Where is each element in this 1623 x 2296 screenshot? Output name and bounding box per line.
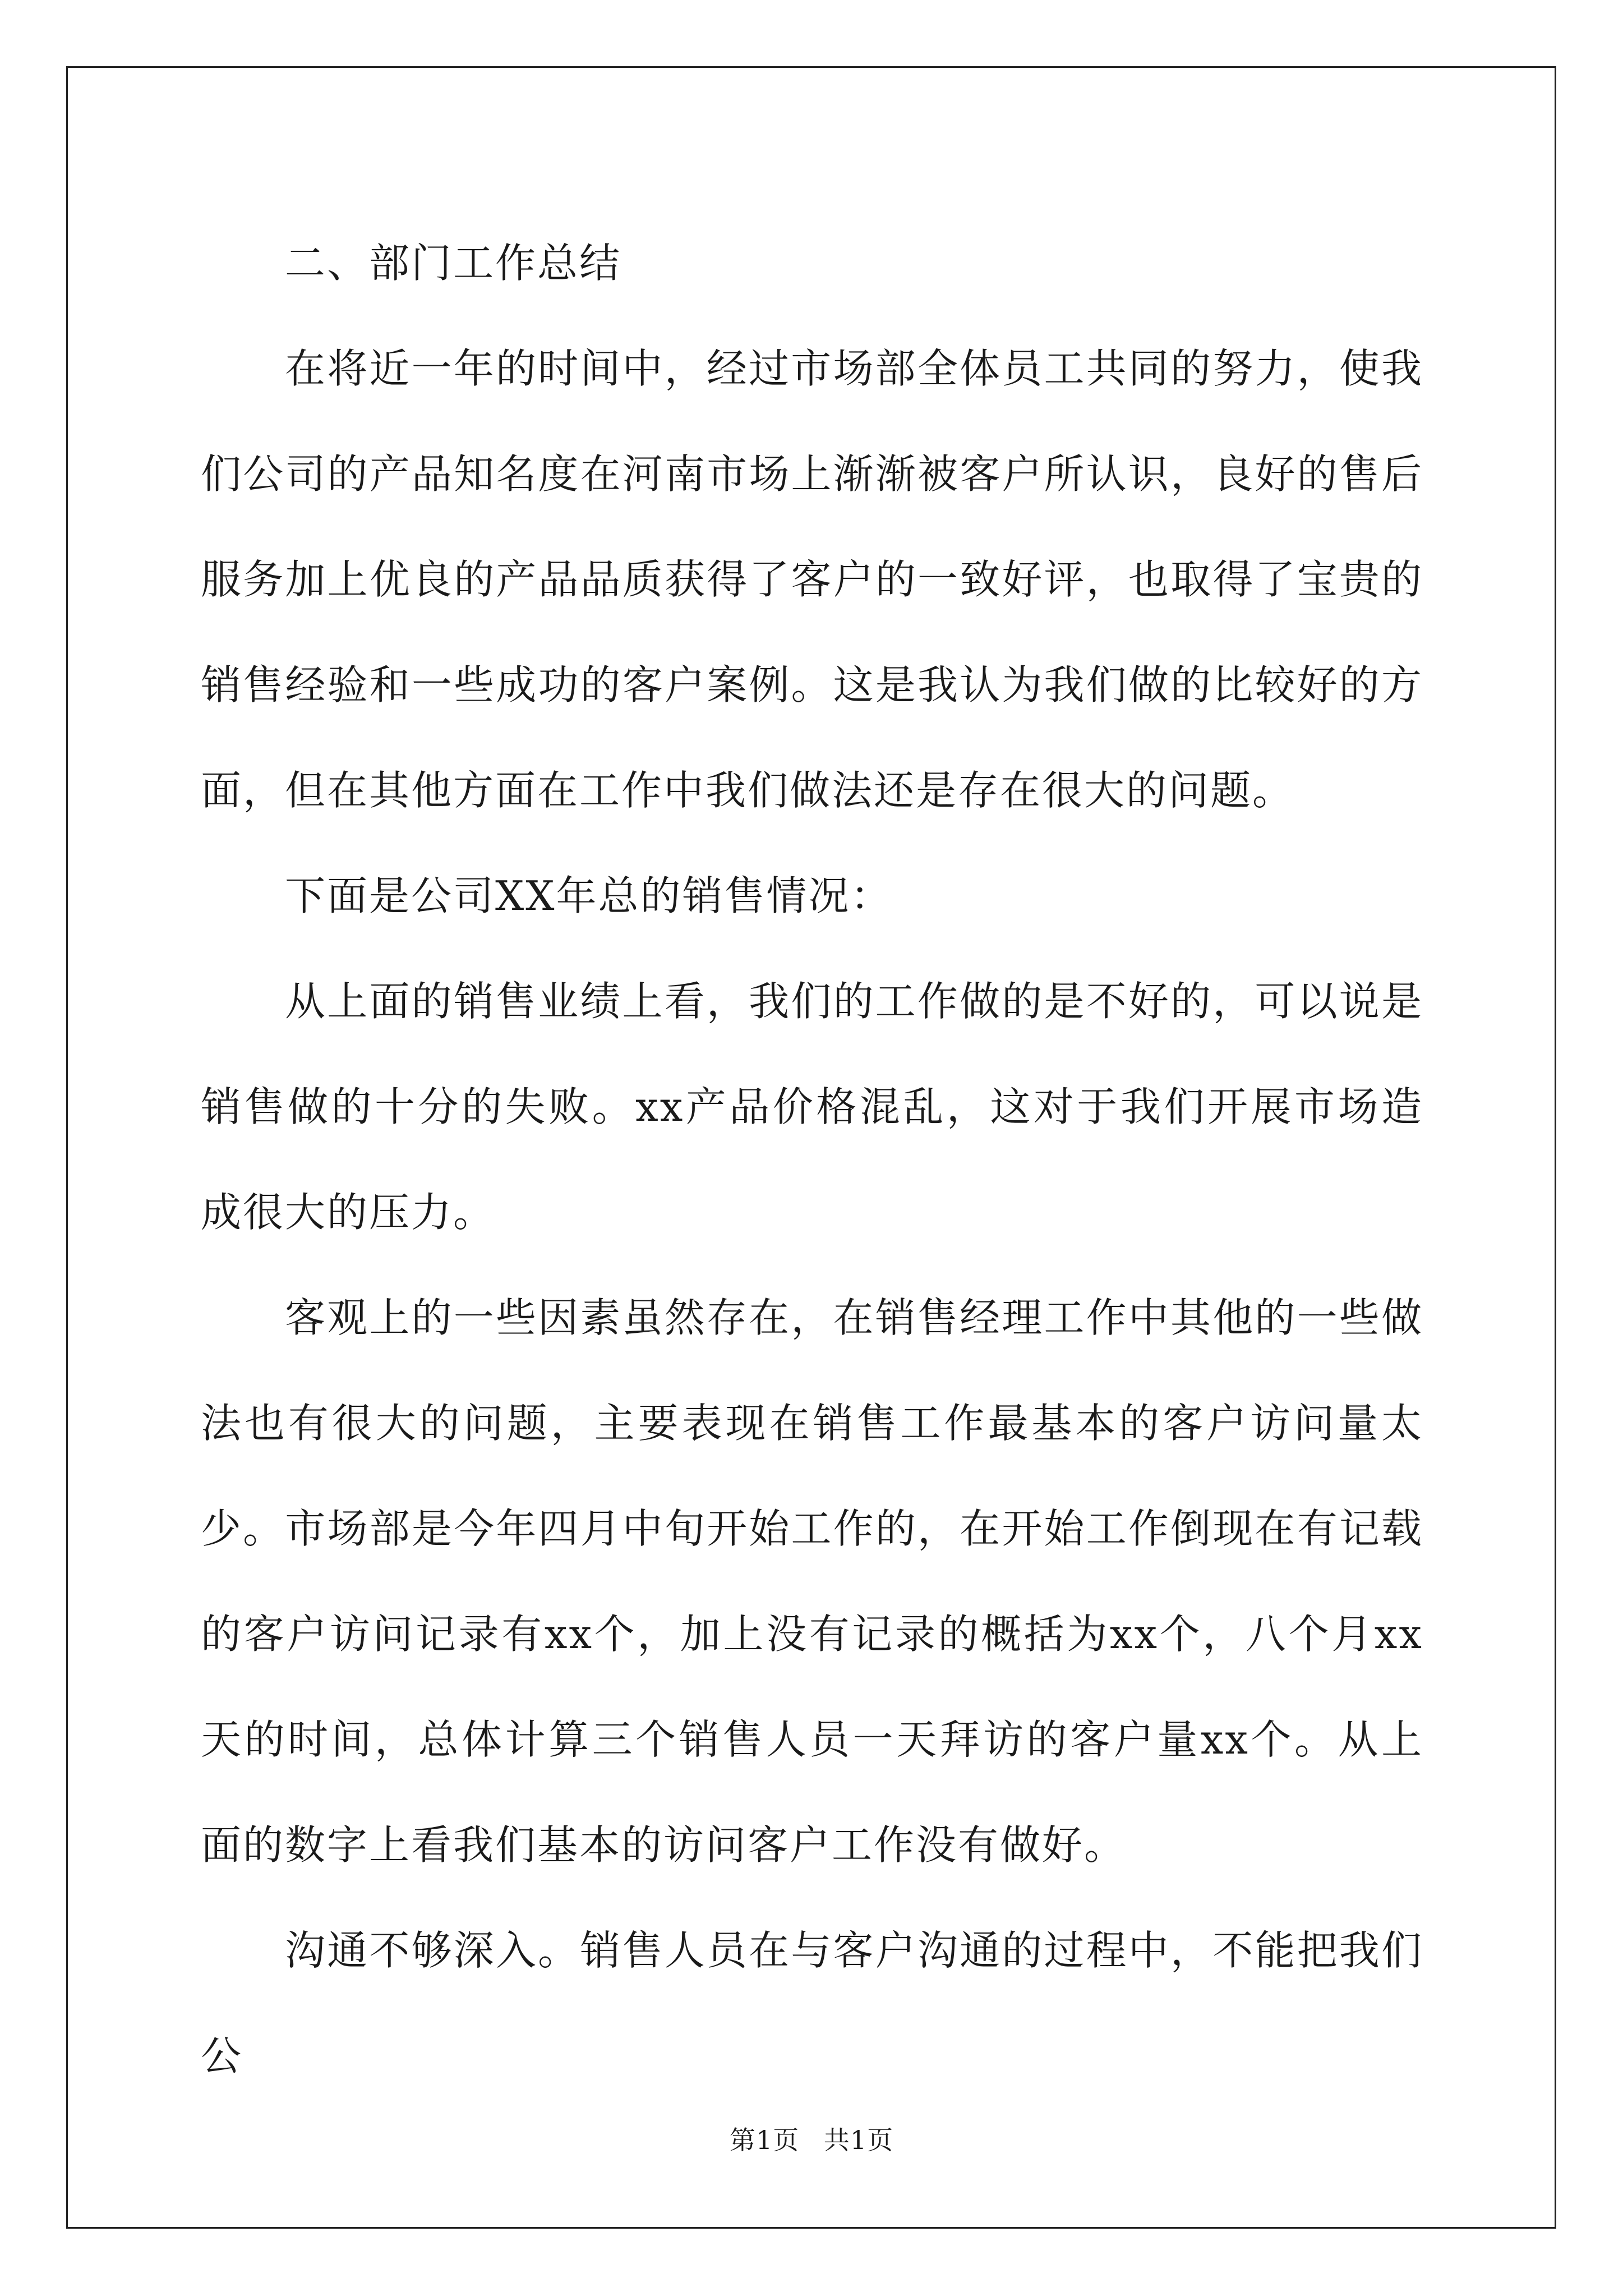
- section-heading: 二、部门工作总结: [285, 240, 622, 287]
- page-number: 第1页: [729, 2125, 800, 2155]
- paragraph-4: 客观上的一些因素虽然存在，在销售经理工作中其他的一些做法也有很大的问题，主要表现在销售工作最基本的客户访问量太少。市场部是今年四月中旬开始工作的，在开始工作倒现在有记载的客户访问记录有xx个，加上没有记录的概括为xx个，八个月xx天的时间，总体计算三个销售人员一天拜访的客户量xx个。从上面的数字上看我们基本的访问客户工作没有做好。: [201, 1294, 1423, 1869]
- paragraph-5: 沟通不够深入。销售人员在与客户沟通的过程中，不能把我们公: [201, 1927, 1423, 2079]
- page-footer: [0, 2123, 1623, 2157]
- paragraph-2: 下面是公司XX年总的销售情况：: [285, 872, 893, 919]
- document-body: [201, 210, 1423, 2109]
- page-total: 共1页: [823, 2125, 894, 2155]
- paragraph-3: 从上面的销售业绩上看，我们的工作做的是不好的，可以说是销售做的十分的失败。xx产品价格混乱，这对于我们开展市场造成很大的压力。: [201, 978, 1423, 1236]
- paragraph-1: 在将近一年的时间中，经过市场部全体员工共同的努力，使我们公司的产品知名度在河南市场上渐渐被客户所认识，良好的售后服务加上优良的产品品质获得了客户的一致好评，也取得了宝贵的销售经验和一些成功的客户案例。这是我认为我们做的比较好的方面，但在其他方面在工作中我们做法还是存在很大的问题。: [201, 345, 1423, 814]
